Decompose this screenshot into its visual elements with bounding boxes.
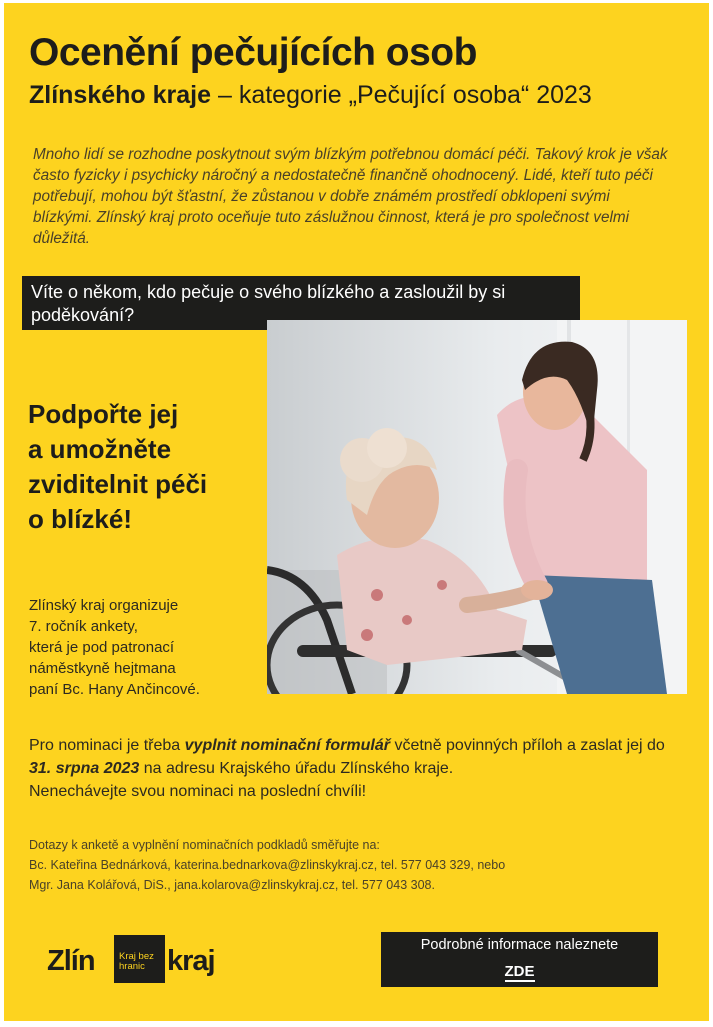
more-info-link[interactable] xyxy=(381,963,658,980)
question-text: Víte o někom, kdo pečuje o svého blízkého a zasloužil by si poděkování? xyxy=(31,282,506,325)
nomination-paragraph xyxy=(29,734,689,803)
logo-slogan-line: Kraj bez xyxy=(119,951,154,962)
org-line: náměstkyně hejtmana xyxy=(29,660,176,677)
page-title: Ocenění pečujících osob xyxy=(29,31,477,74)
org-line: Zlínský kraj organizuje xyxy=(29,597,179,614)
more-info-box[interactable] xyxy=(381,932,658,987)
logo-slogan-line: hranic xyxy=(119,961,145,972)
nomination-text: Pro nominaci je třeba xyxy=(29,737,185,754)
zlinsky-kraj-logo xyxy=(47,935,237,985)
intro-paragraph: Mnoho lidí se rozhodne poskytnout svým blízkým potřebnou domácí péči. Takový krok je však často fyzicky i psychicky náročný a nedostatečně finančně ohodnocený. Lidé, kteří tuto péči potřebují, mohou být šťastní, že zůstanou v dobře známém prostředí obklopeni svými blízkými. Zlínský kraj proto oceňuje tuto záslužnou činnost, která je pro společnost velmi důležitá. xyxy=(33,146,668,247)
logo-text-right: kraj xyxy=(167,945,215,977)
contact-info xyxy=(29,835,689,895)
call-to-action xyxy=(28,397,263,537)
more-info-link-label[interactable]: ZDE xyxy=(504,963,535,980)
org-line: 7. ročník ankety, xyxy=(29,618,138,635)
caregiver-photo xyxy=(267,320,687,694)
deadline-emphasis: 31. srpna 2023 xyxy=(29,760,140,777)
org-line: paní Bc. Hany Ančincové. xyxy=(29,681,200,698)
contact-line: Mgr. Jana Kolářová, DiS., jana.kolarova@zlinskykraj.cz, tel. 577 043 308. xyxy=(29,878,435,892)
support-line: o blízké! xyxy=(28,504,133,534)
organization-text xyxy=(29,595,259,700)
logo-box xyxy=(114,935,165,983)
support-line: a umožněte xyxy=(28,434,172,464)
nomination-text: včetně povinných příloh a zaslat jej do xyxy=(390,737,665,754)
org-line: která je pod patronací xyxy=(29,639,175,656)
caregiver-photo-illustration xyxy=(267,320,687,694)
nomination-form-emphasis: vyplnit nominační formulář xyxy=(184,737,390,754)
logo-text-left: Zlín xyxy=(47,945,95,977)
subtitle-category: – kategorie „Pečující osoba“ 2023 xyxy=(211,81,592,109)
poster xyxy=(4,3,709,1021)
logo-slogan xyxy=(119,952,163,972)
more-info-text: Podrobné informace naleznete xyxy=(420,937,619,953)
nomination-reminder: Nenechávejte svou nominaci na poslední chvíli! xyxy=(29,783,367,800)
contact-line: Bc. Kateřina Bednárková, katerina.bednarkova@zlinskykraj.cz, tel. 577 043 329, nebo xyxy=(29,858,506,872)
support-line: Podpořte jej xyxy=(28,399,179,429)
support-line: zviditelnit péči xyxy=(28,469,208,499)
subtitle-region: Zlínského kraje xyxy=(29,81,212,109)
nomination-text: na adresu Krajského úřadu Zlínského kraje. xyxy=(139,760,454,777)
page-subtitle xyxy=(29,81,592,110)
contact-line: Dotazy k anketě a vyplnění nominačních podkladů směřujte na: xyxy=(29,838,380,852)
